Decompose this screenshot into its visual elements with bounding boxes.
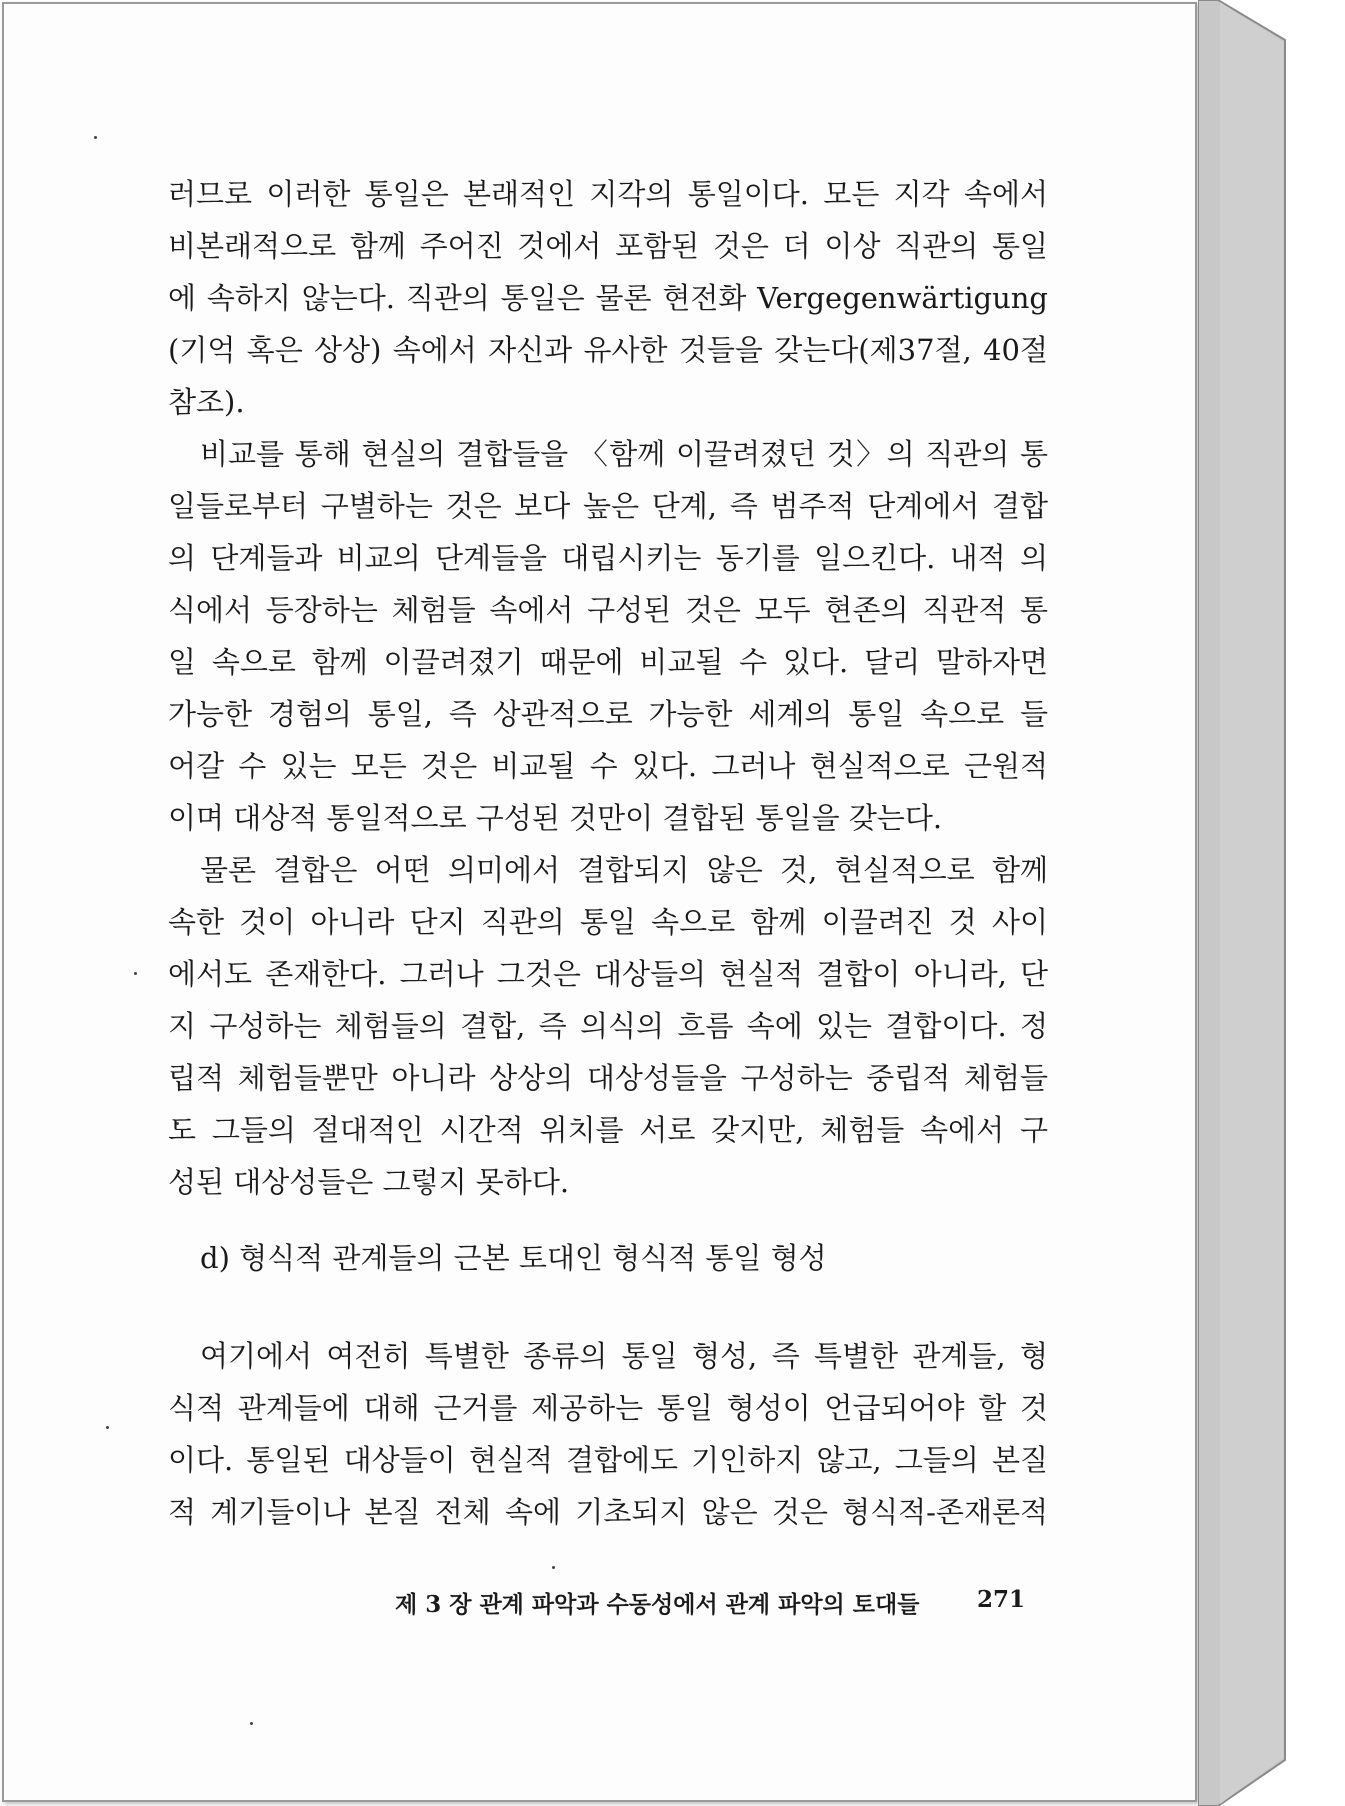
text-line: 일 속으로 함께 이끌려졌기 때문에 비교될 수 있다. 달리 말하자면: [168, 645, 1048, 679]
text-line: 에서도 존재한다. 그러나 그것은 대상들의 현실적 결합이 아니라, 단: [168, 957, 1048, 991]
scan-speck: [94, 136, 97, 139]
text-line: 이며 대상적 통일적으로 구성된 것만이 결합된 통일을 갖는다.: [168, 801, 943, 835]
text-line: 가능한 경험의 통일, 즉 상관적으로 가능한 세계의 통일 속으로 들: [168, 697, 1048, 731]
text-line: 립적 체험들뿐만 아니라 상상의 대상성들을 구성하는 중립적 체험들: [168, 1061, 1048, 1095]
text-line: 물론 결합은 어떤 의미에서 결합되지 않은 것, 현실적으로 함께: [200, 853, 1048, 887]
paragraph-1: [168, 168, 1048, 428]
scan-speck: [552, 1566, 555, 1569]
text-line: (기억 혹은 상상) 속에서 자신과 유사한 것들을 갖는다(제37절, 40절: [168, 333, 1048, 367]
page-number: 271: [976, 1586, 1025, 1613]
paragraph-2: [168, 428, 1048, 844]
text-line: 비본래적으로 함께 주어진 것에서 포함된 것은 더 이상 직관의 통일: [168, 229, 1048, 263]
scan-speck: [250, 1722, 253, 1725]
text-line: 비교를 통해 현실의 결합들을 〈함께 이끌려졌던 것〉의 직관의 통: [200, 437, 1048, 471]
text-line: 에 속하지 않는다. 직관의 통일은 물론 현전화 Vergegenwärtigung: [168, 281, 1048, 315]
running-head: 제 3 장 관계 파악과 수동성에서 관계 파악의 토대들: [395, 1591, 920, 1618]
text-line: 속한 것이 아니라 단지 직관의 통일 속으로 함께 이끌려진 것 사이: [168, 905, 1048, 939]
text-line: 러므로 이러한 통일은 본래적인 지각의 통일이다. 모든 지각 속에서: [168, 177, 1048, 211]
body-text-top: [168, 168, 1048, 1208]
text-line: 일들로부터 구별하는 것은 보다 높은 단계, 즉 범주적 단계에서 결합: [168, 489, 1048, 523]
text-line: 식적 관계들에 대해 근거를 제공하는 통일 형성이 언급되어야 할 것: [168, 1391, 1048, 1425]
text-line: 여기에서 여전히 특별한 종류의 통일 형성, 즉 특별한 관계들, 형: [200, 1339, 1048, 1373]
text-line: 참조).: [168, 385, 245, 419]
text-line: 어갈 수 있는 모든 것은 비교될 수 있다. 그러나 현실적으로 근원적: [168, 749, 1048, 783]
text-line: 적 계기들이나 본질 전체 속에 기초되지 않은 것은 형식적-존재론적: [168, 1495, 1048, 1529]
text-line: 의 단계들과 비교의 단계들을 대립시키는 동기를 일으킨다. 내적 의: [168, 541, 1048, 575]
paragraph-3: [168, 844, 1048, 1208]
book-spine-edge: [1198, 0, 1345, 1806]
scan-speck: [134, 972, 137, 975]
text-line: 식에서 등장하는 체험들 속에서 구성된 것은 모두 현존의 직관적 통: [168, 593, 1048, 627]
paragraph-4: [168, 1330, 1048, 1538]
text-line: 도 그들의 절대적인 시간적 위치를 서로 갖지만, 체험들 속에서 구: [168, 1113, 1048, 1147]
scan-speck: [106, 1426, 109, 1429]
text-line: 이다. 통일된 대상들이 현실적 결합에도 기인하지 않고, 그들의 본질: [168, 1443, 1048, 1477]
section-heading: d) 형식적 관계들의 근본 토대인 형식적 통일 형성: [200, 1241, 827, 1275]
text-line: 성된 대상성들은 그렇지 못하다.: [168, 1165, 570, 1199]
text-line: 지 구성하는 체험들의 결합, 즉 의식의 흐름 속에 있는 결합이다. 정: [168, 1009, 1048, 1043]
page-footer: [395, 1586, 1025, 1619]
body-text-bottom: [168, 1330, 1048, 1538]
